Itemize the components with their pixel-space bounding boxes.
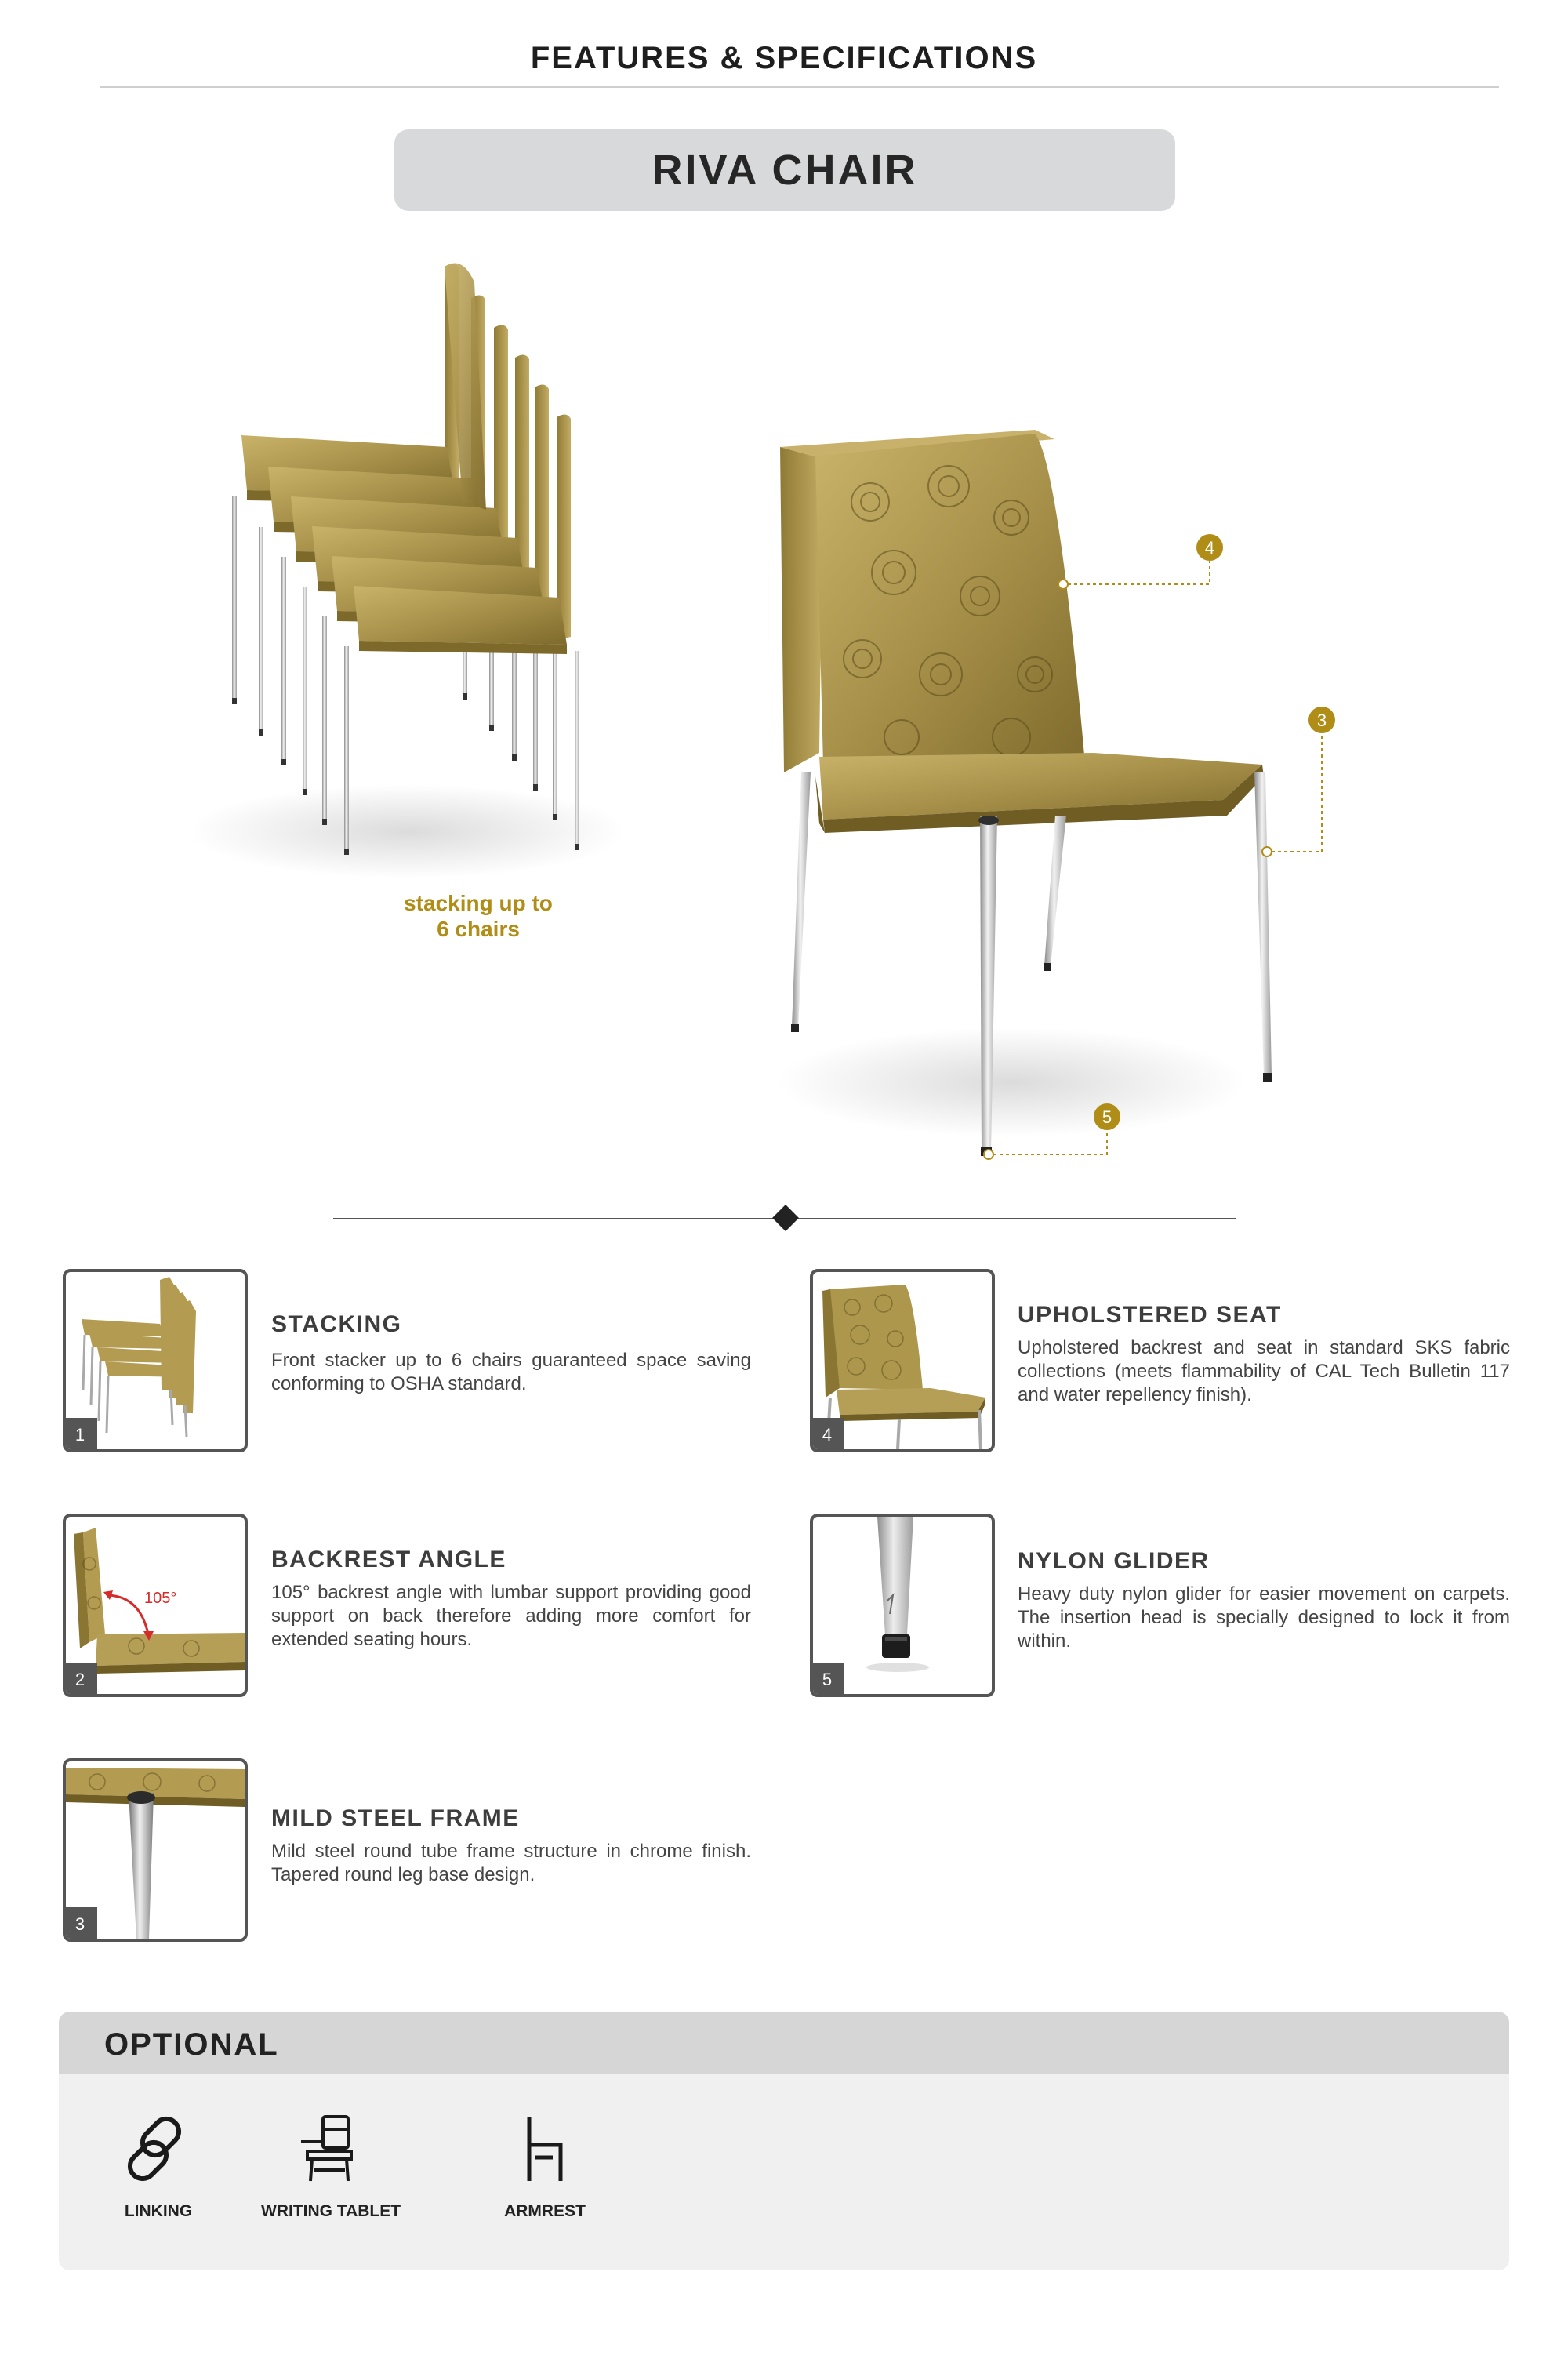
optional-label-writing-tablet: WRITING TABLET bbox=[261, 2202, 401, 2220]
feature-desc-nylon-glider: Heavy duty nylon glider for easier movement on carpets. The insertion head is specially designed to lock it from within. bbox=[1018, 1583, 1510, 1652]
stacked-chairs-image bbox=[188, 264, 627, 879]
callout-3-number: 3 bbox=[1316, 711, 1327, 730]
feature-desc-stacking: Front stacker up to 6 chairs guaranteed space saving conforming to OSHA standard. bbox=[271, 1350, 751, 1394]
feature-desc-upholstered-seat: Upholstered backrest and seat in standard SKS fabric collections (meets flammability of CAL Tech Bulletin 117 and water repellency finish). bbox=[1018, 1337, 1510, 1405]
header-divider bbox=[100, 86, 1499, 88]
feature-thumb-nylon-glider bbox=[810, 1514, 995, 1697]
feature-thumb-stacking bbox=[63, 1269, 248, 1452]
feature-desc-mild-steel-frame: Mild steel round tube frame structure in chrome finish. Tapered round leg base design. bbox=[271, 1841, 751, 1885]
feature-title-backrest-angle: BACKREST ANGLE bbox=[271, 1547, 506, 1572]
feature-num-5: 5 bbox=[810, 1663, 844, 1697]
product-name: RIVA CHAIR bbox=[652, 147, 918, 194]
armrest-icon bbox=[521, 2114, 568, 2184]
feature-title-upholstered-seat: UPHOLSTERED SEAT bbox=[1018, 1302, 1282, 1328]
callout-4 bbox=[1058, 534, 1223, 589]
stacking-caption-line1: stacking up to bbox=[404, 891, 553, 915]
feature-thumb-backrest-angle bbox=[63, 1514, 248, 1697]
feature-title-stacking: STACKING bbox=[271, 1311, 402, 1337]
optional-title: OPTIONAL bbox=[104, 2027, 279, 2062]
product-banner bbox=[394, 129, 1175, 211]
feature-num-3: 3 bbox=[63, 1907, 97, 1942]
stacking-caption bbox=[361, 890, 596, 942]
optional-label-armrest: ARMREST bbox=[504, 2202, 586, 2220]
divider-diamond-icon bbox=[772, 1205, 799, 1231]
backrest-angle-label: 105° bbox=[144, 1590, 177, 1607]
optional-item-writing-tablet bbox=[261, 2114, 401, 2221]
main-chair-image bbox=[776, 430, 1272, 1156]
link-icon bbox=[125, 2114, 192, 2184]
optional-item-linking bbox=[111, 2114, 205, 2221]
feature-title-mild-steel-frame: MILD STEEL FRAME bbox=[271, 1805, 520, 1831]
feature-desc-backrest-angle: 105° backrest angle with lumbar support providing good support on back therefore adding more comfort for extended seating hours. bbox=[271, 1582, 751, 1650]
feature-num-1: 1 bbox=[63, 1418, 97, 1452]
feature-title-nylon-glider: NYLON GLIDER bbox=[1018, 1548, 1210, 1574]
feature-num-4: 4 bbox=[810, 1418, 844, 1452]
callout-4-number: 4 bbox=[1204, 538, 1215, 558]
page-title: FEATURES & SPECIFICATIONS bbox=[530, 41, 1038, 75]
hero-illustration bbox=[0, 235, 1568, 1192]
optional-item-armrest bbox=[502, 2114, 588, 2221]
optional-label-linking: LINKING bbox=[124, 2202, 193, 2220]
feature-thumb-upholstered-seat bbox=[810, 1269, 995, 1452]
feature-thumb-mild-steel-frame bbox=[63, 1758, 248, 1942]
optional-section bbox=[59, 2012, 1509, 2270]
stacking-caption-line2: 6 chairs bbox=[437, 917, 520, 941]
writing-tablet-icon bbox=[296, 2114, 359, 2184]
feature-num-2: 2 bbox=[63, 1663, 97, 1697]
callout-5-number: 5 bbox=[1102, 1107, 1112, 1127]
callout-3 bbox=[1262, 707, 1335, 856]
